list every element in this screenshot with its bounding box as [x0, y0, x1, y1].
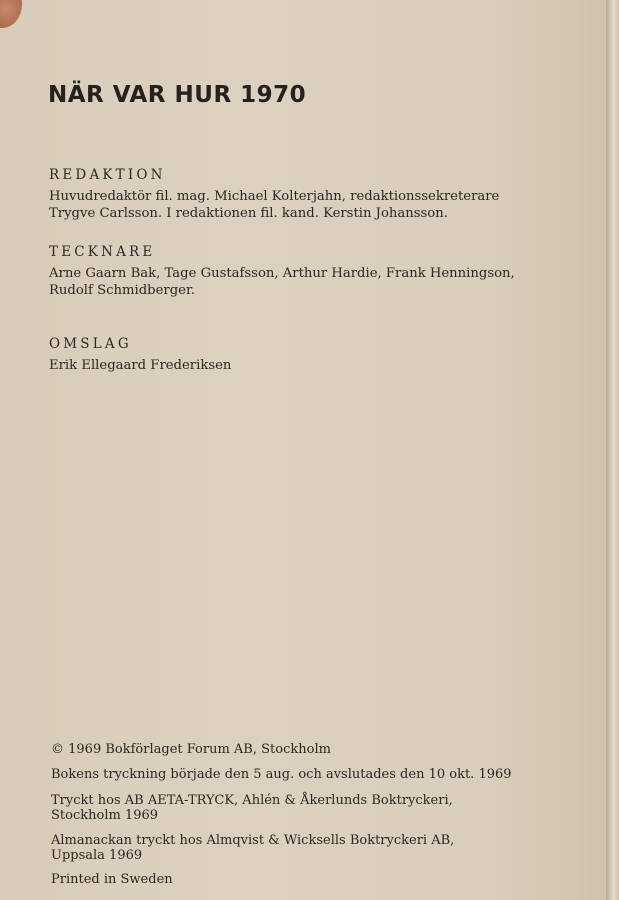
- printed-in-line: Printed in Sweden: [51, 872, 173, 887]
- section-line: Arne Gaarn Bak, Tage Gustafsson, Arthur Hardie, Frank Henningson,: [49, 266, 515, 281]
- book-title: NÄR VAR HUR 1970: [48, 82, 307, 108]
- section-heading: TECKNARE: [49, 244, 156, 260]
- almanac-line-1: Almanackan tryckt hos Almqvist & Wicksells Boktryckeri AB,: [51, 833, 455, 848]
- section-omslag: [49, 335, 579, 374]
- thumb-tip: [0, 0, 22, 28]
- page-edge: [606, 0, 619, 900]
- almanac-line-2: Uppsala 1969: [51, 848, 143, 863]
- printer-line-1: Tryckt hos AB AETA-TRYCK, Ahlén & Åkerlunds Boktryckeri,: [51, 793, 453, 808]
- section-line: Huvudredaktör fil. mag. Michael Kolterjahn, redaktionssekreterare: [49, 189, 500, 204]
- printer-line-2: Stockholm 1969: [51, 808, 159, 823]
- section-redaktion: [49, 166, 579, 222]
- section-tecknare: [49, 243, 579, 299]
- printing-dates-line: Bokens tryckning började den 5 aug. och avslutades den 10 okt. 1969: [51, 767, 512, 782]
- section-line: Rudolf Schmidberger.: [49, 283, 196, 298]
- section-heading: OMSLAG: [49, 336, 132, 352]
- section-line: Erik Ellegaard Frederiksen: [49, 358, 232, 373]
- section-heading: REDAKTION: [49, 167, 166, 183]
- section-line: Trygve Carlsson. I redaktionen fil. kand. Kerstin Johansson.: [49, 206, 448, 221]
- copyright-line: © 1969 Bokförlaget Forum AB, Stockholm: [51, 742, 331, 757]
